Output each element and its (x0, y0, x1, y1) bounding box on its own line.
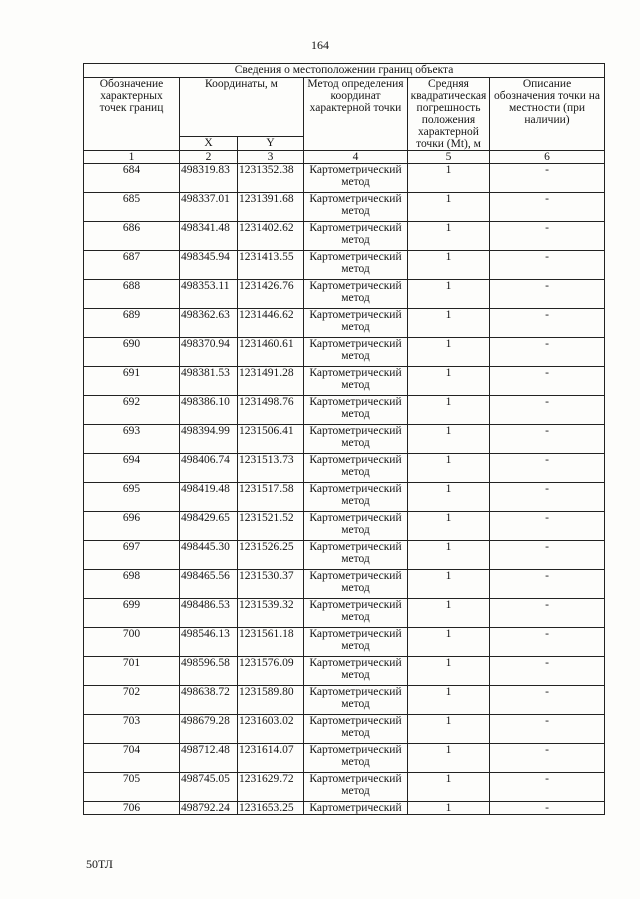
table-row (84, 338, 605, 367)
column-numbers-row (84, 151, 605, 164)
x-cell: 498792.24 (180, 802, 238, 815)
method-cell: Картометрический метод (304, 396, 408, 425)
header-description: Описание обозначения точки на местности (при наличии) (490, 78, 605, 151)
x-cell: 498341.48 (180, 222, 238, 251)
accuracy-cell: 1 (408, 367, 490, 396)
accuracy-cell: 1 (408, 570, 490, 599)
method-cell: Картометрический метод (304, 512, 408, 541)
header-x: X (180, 137, 238, 151)
accuracy-cell: 1 (408, 657, 490, 686)
y-cell: 1231614.07 (238, 744, 304, 773)
method-cell: Картометрический метод (304, 222, 408, 251)
table-row (84, 541, 605, 570)
method-cell: Картометрический метод (304, 657, 408, 686)
page-number: 164 (311, 38, 329, 52)
description-cell: - (490, 251, 605, 280)
table-caption: Сведения о местоположении границ объекта (84, 64, 605, 78)
table-row (84, 193, 605, 222)
y-cell: 1231513.73 (238, 454, 304, 483)
description-cell: - (490, 222, 605, 251)
point-cell: 684 (84, 164, 180, 193)
description-cell: - (490, 802, 605, 815)
accuracy-cell: 1 (408, 396, 490, 425)
accuracy-cell: 1 (408, 338, 490, 367)
accuracy-cell: 1 (408, 744, 490, 773)
accuracy-cell: 1 (408, 541, 490, 570)
point-cell: 691 (84, 367, 180, 396)
description-cell: - (490, 338, 605, 367)
x-cell: 498679.28 (180, 715, 238, 744)
point-cell: 687 (84, 251, 180, 280)
description-cell: - (490, 657, 605, 686)
y-cell: 1231460.61 (238, 338, 304, 367)
description-cell: - (490, 773, 605, 802)
point-cell: 702 (84, 686, 180, 715)
accuracy-cell: 1 (408, 251, 490, 280)
table-row (84, 628, 605, 657)
description-cell: - (490, 715, 605, 744)
table-row (84, 715, 605, 744)
method-cell: Картометрический метод (304, 483, 408, 512)
x-cell: 498546.13 (180, 628, 238, 657)
description-cell: - (490, 396, 605, 425)
description-cell: - (490, 744, 605, 773)
accuracy-cell: 1 (408, 628, 490, 657)
header-designation: Обозначение характерных точек границ (84, 78, 180, 151)
column-number: 2 (180, 151, 238, 164)
method-cell: Картометрический метод (304, 541, 408, 570)
y-cell: 1231517.58 (238, 483, 304, 512)
table-row (84, 512, 605, 541)
table-row (84, 222, 605, 251)
accuracy-cell: 1 (408, 280, 490, 309)
point-cell: 701 (84, 657, 180, 686)
table-row (84, 657, 605, 686)
x-cell: 498319.83 (180, 164, 238, 193)
description-cell: - (490, 193, 605, 222)
table-row (84, 599, 605, 628)
table-row (84, 309, 605, 338)
method-cell: Картометрический метод (304, 367, 408, 396)
point-cell: 705 (84, 773, 180, 802)
table-head (84, 64, 605, 164)
description-cell: - (490, 686, 605, 715)
y-cell: 1231589.80 (238, 686, 304, 715)
x-cell: 498638.72 (180, 686, 238, 715)
y-cell: 1231561.18 (238, 628, 304, 657)
boundary-coordinates-table (83, 63, 605, 815)
accuracy-cell: 1 (408, 773, 490, 802)
table-body (84, 164, 605, 815)
point-cell: 688 (84, 280, 180, 309)
point-cell: 700 (84, 628, 180, 657)
table-row (84, 251, 605, 280)
x-cell: 498394.99 (180, 425, 238, 454)
column-number: 1 (84, 151, 180, 164)
x-cell: 498745.05 (180, 773, 238, 802)
point-cell: 697 (84, 541, 180, 570)
table-row (84, 164, 605, 193)
point-cell: 690 (84, 338, 180, 367)
point-cell: 686 (84, 222, 180, 251)
x-cell: 498345.94 (180, 251, 238, 280)
method-cell: Картометрический метод (304, 251, 408, 280)
column-number: 6 (490, 151, 605, 164)
table-row (84, 367, 605, 396)
method-cell: Картометрический метод (304, 628, 408, 657)
description-cell: - (490, 309, 605, 338)
header-y: Y (238, 137, 304, 151)
x-cell: 498429.65 (180, 512, 238, 541)
method-cell: Картометрический метод (304, 338, 408, 367)
x-cell: 498419.48 (180, 483, 238, 512)
x-cell: 498337.01 (180, 193, 238, 222)
method-cell: Картометрический метод (304, 570, 408, 599)
y-cell: 1231653.25 (238, 802, 304, 815)
point-cell: 703 (84, 715, 180, 744)
table-row (84, 744, 605, 773)
y-cell: 1231402.62 (238, 222, 304, 251)
y-cell: 1231506.41 (238, 425, 304, 454)
accuracy-cell: 1 (408, 715, 490, 744)
method-cell: Картометрический метод (304, 280, 408, 309)
description-cell: - (490, 367, 605, 396)
point-cell: 695 (84, 483, 180, 512)
x-cell: 498370.94 (180, 338, 238, 367)
y-cell: 1231526.25 (238, 541, 304, 570)
y-cell: 1231391.68 (238, 193, 304, 222)
accuracy-cell: 1 (408, 309, 490, 338)
accuracy-cell: 1 (408, 686, 490, 715)
table-row (84, 802, 605, 815)
method-cell: Картометрический (304, 802, 408, 815)
point-cell: 698 (84, 570, 180, 599)
accuracy-cell: 1 (408, 512, 490, 541)
description-cell: - (490, 570, 605, 599)
y-cell: 1231576.09 (238, 657, 304, 686)
x-cell: 498362.63 (180, 309, 238, 338)
y-cell: 1231446.62 (238, 309, 304, 338)
x-cell: 498712.48 (180, 744, 238, 773)
accuracy-cell: 1 (408, 483, 490, 512)
y-cell: 1231521.52 (238, 512, 304, 541)
point-cell: 685 (84, 193, 180, 222)
method-cell: Картометрический метод (304, 309, 408, 338)
accuracy-cell: 1 (408, 164, 490, 193)
x-cell: 498386.10 (180, 396, 238, 425)
x-cell: 498465.56 (180, 570, 238, 599)
method-cell: Картометрический метод (304, 425, 408, 454)
table-row (84, 454, 605, 483)
x-cell: 498486.53 (180, 599, 238, 628)
y-cell: 1231491.28 (238, 367, 304, 396)
y-cell: 1231498.76 (238, 396, 304, 425)
description-cell: - (490, 541, 605, 570)
table-row (84, 483, 605, 512)
column-number: 3 (238, 151, 304, 164)
description-cell: - (490, 280, 605, 309)
point-cell: 706 (84, 802, 180, 815)
x-cell: 498353.11 (180, 280, 238, 309)
point-cell: 692 (84, 396, 180, 425)
x-cell: 498596.58 (180, 657, 238, 686)
description-cell: - (490, 425, 605, 454)
description-cell: - (490, 599, 605, 628)
description-cell: - (490, 512, 605, 541)
table-row (84, 280, 605, 309)
accuracy-cell: 1 (408, 802, 490, 815)
x-cell: 498381.53 (180, 367, 238, 396)
method-cell: Картометрический метод (304, 164, 408, 193)
method-cell: Картометрический метод (304, 599, 408, 628)
y-cell: 1231629.72 (238, 773, 304, 802)
accuracy-cell: 1 (408, 193, 490, 222)
description-cell: - (490, 628, 605, 657)
x-cell: 498445.30 (180, 541, 238, 570)
column-number: 4 (304, 151, 408, 164)
point-cell: 696 (84, 512, 180, 541)
y-cell: 1231539.32 (238, 599, 304, 628)
table-row (84, 396, 605, 425)
accuracy-cell: 1 (408, 222, 490, 251)
point-cell: 693 (84, 425, 180, 454)
y-cell: 1231413.55 (238, 251, 304, 280)
header-method: Метод определения координат характерной точки (304, 78, 408, 151)
description-cell: - (490, 454, 605, 483)
table-row (84, 425, 605, 454)
x-cell: 498406.74 (180, 454, 238, 483)
method-cell: Картометрический метод (304, 454, 408, 483)
y-cell: 1231603.02 (238, 715, 304, 744)
point-cell: 689 (84, 309, 180, 338)
accuracy-cell: 1 (408, 599, 490, 628)
method-cell: Картометрический метод (304, 193, 408, 222)
header-accuracy: Средняя квадратическая погрешность положения характерной точки (Mt), м (408, 78, 490, 151)
accuracy-cell: 1 (408, 425, 490, 454)
column-number: 5 (408, 151, 490, 164)
footer-code: 50ТЛ (86, 857, 113, 871)
table-row (84, 686, 605, 715)
accuracy-cell: 1 (408, 454, 490, 483)
y-cell: 1231352.38 (238, 164, 304, 193)
table-row (84, 773, 605, 802)
method-cell: Картометрический метод (304, 744, 408, 773)
description-cell: - (490, 483, 605, 512)
y-cell: 1231530.37 (238, 570, 304, 599)
header-coordinates: Координаты, м (180, 78, 304, 137)
y-cell: 1231426.76 (238, 280, 304, 309)
description-cell: - (490, 164, 605, 193)
method-cell: Картометрический метод (304, 686, 408, 715)
point-cell: 694 (84, 454, 180, 483)
method-cell: Картометрический метод (304, 715, 408, 744)
point-cell: 699 (84, 599, 180, 628)
table-row (84, 570, 605, 599)
method-cell: Картометрический метод (304, 773, 408, 802)
point-cell: 704 (84, 744, 180, 773)
